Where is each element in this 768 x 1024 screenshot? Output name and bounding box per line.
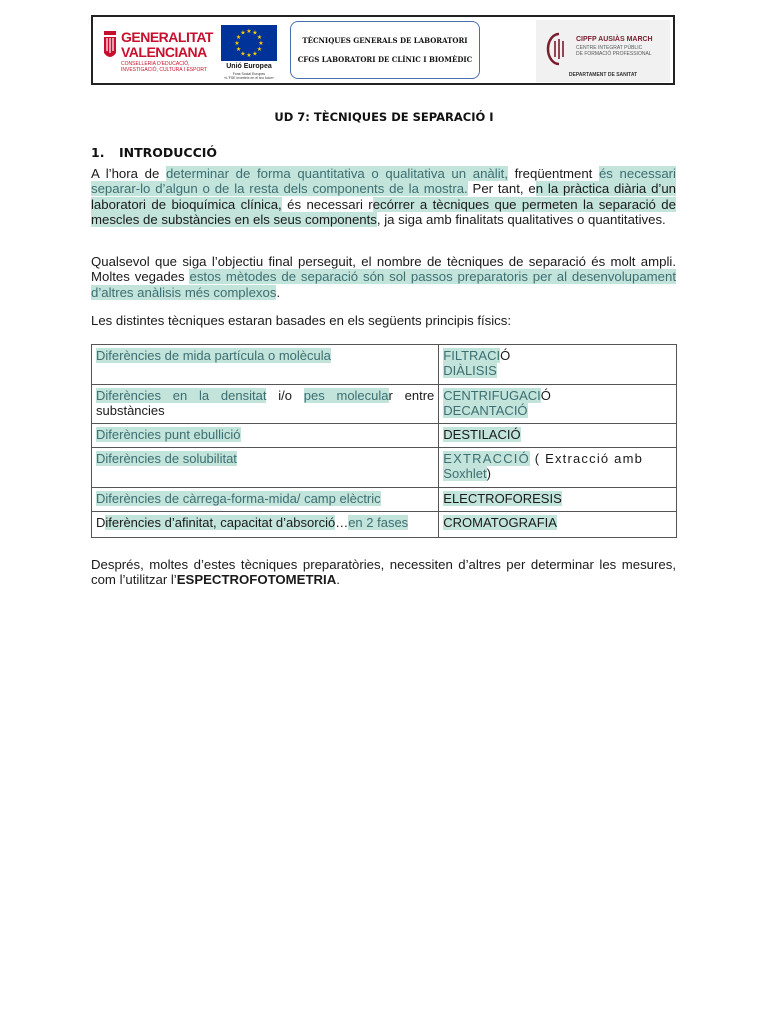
spectrophotometry-term: ESPECTROFOTOMETRIA (176, 572, 337, 588)
table-row (92, 512, 677, 538)
table-row (92, 424, 677, 448)
unit-title: UD 7: TÈCNIQUES DE SEPARACIÓ I (274, 110, 494, 124)
technique-cell: CROMATOGRAFIA (439, 512, 677, 538)
intro-paragraph-2: Qualsevol que siga l’objectiu final perseguit, el nombre de tècniques de separació és molt ampli. Moltes vegades estos mètodes de separació són sol passos preparatoris per al desenvolupament d’altres anàlisis més complexos. (91, 254, 677, 300)
cipfp-subtitle: CENTRE INTEGRAT PÚBLIC DE FORMACIÓ PROFESSIONAL (576, 45, 652, 57)
cipfp-ausias-march-logo (536, 20, 670, 82)
eu-flag-icon (221, 25, 277, 61)
intro-paragraph-3: Les distintes tècniques estaran basades en els següents principis físics: (91, 313, 512, 328)
course-title-box (290, 21, 480, 79)
course-title: TÈCNIQUES GENERALS DE LABORATORI (302, 36, 468, 45)
highlight: determinar de forma quantitativa o qualitativa un anàlit, (165, 166, 508, 181)
technique-cell: DESTILACIÓ (439, 424, 677, 448)
document-header (91, 15, 675, 85)
svg-text:★: ★ (246, 28, 252, 35)
svg-text:★: ★ (235, 34, 242, 41)
principle-cell: Diferències de càrrega-forma-mida/ camp elèctric (92, 488, 439, 512)
technique-cell: ELECTROFORESIS (439, 488, 677, 512)
section-number: 1. (91, 145, 105, 160)
closing-paragraph: Després, moltes d’estes tècniques preparatòries, necessiten d’altres per determinar les mesures, com l’utilitzar l’ESPECTROFOTOMETRIA. (91, 557, 676, 588)
department-label: DEPARTAMENT DE SANITAT (568, 72, 638, 78)
eu-name: Unió Europea (226, 63, 272, 70)
svg-text:★: ★ (235, 46, 242, 53)
principle-cell: Diferències en la densitat i/o pes molecular entre substàncies (92, 385, 439, 424)
principle-cell: Diferències d’afinitat, capacitat d’absorció…en 2 fases (92, 512, 439, 538)
svg-text:★: ★ (234, 40, 240, 47)
uniounio-europea-logo (219, 23, 279, 83)
svg-text:★: ★ (240, 29, 246, 37)
technique-cell: EXTRACCIÓ ( Extracció amb Soxhlet) (439, 448, 677, 488)
principle-cell: Diferències punt ebullició (92, 424, 439, 448)
technique-cell: CENTRIFUGACIÓ DECANTACIÓ (439, 385, 677, 424)
section-heading (91, 145, 217, 160)
svg-text:★: ★ (252, 50, 258, 58)
eu-fse-text: Fons Social Europeu «L'FSE inverteix en el teu futur» (224, 72, 274, 80)
highlight: és necessari separar-lo d’algun o de la resta dels components de la mostra. (91, 166, 676, 197)
gv-conselleria: CONSELLERIA D'EDUCACIÓ, INVESTIGACIÓ, CULTURA I ESPORT (121, 61, 207, 73)
cipfp-emblem-icon (546, 32, 572, 66)
svg-text:★: ★ (252, 29, 258, 37)
svg-text:★: ★ (246, 52, 252, 59)
course-subtitle: CFGS LABORATORI DE CLÍNIC I BIOMÈDIC (297, 55, 473, 64)
highlight: n la pràctica diària d’un laboratori de bioquímica clínica, (91, 181, 677, 212)
intro-paragraph-1: A l’hora de determinar de forma quantitativa o qualitativa un anàlit, freqüentment és necessari separar-lo d’algun o de la resta dels components de la mostra. Per tant, en la pràctica diària d’un laboratori de bioquímica clínica, és necessari recórrer a tècniques que permeten la separació de mescles de substàncies en els seus components, ja siga amb finalitats qualitatives o quantitatives. (91, 166, 677, 228)
table-row (92, 345, 677, 385)
table-row (92, 448, 677, 488)
svg-text:★: ★ (256, 46, 263, 53)
separation-principles-table (91, 344, 677, 538)
section-title: INTRODUCCIÓ (119, 145, 218, 160)
svg-text:★: ★ (240, 50, 246, 58)
svg-text:★: ★ (258, 40, 264, 47)
technique-cell: FILTRACIÓ DIÀLISIS (439, 345, 677, 385)
highlight: estos mètodes de separació són sol passos preparatoris per al desenvolupament d’altres anàlisis més complexos (91, 269, 677, 300)
table-row (92, 488, 677, 512)
cipfp-name: CIPFP AUSIÀS MARCH (576, 36, 653, 43)
principle-cell: Diferències de mida partícula o molècula (92, 345, 439, 385)
highlight: ecórrer a tècniques que permeten la separació de mescles de substàncies en els seus components (91, 196, 676, 228)
svg-text:★: ★ (256, 34, 263, 41)
gv-name: GENERALITAT VALENCIANA (121, 29, 213, 60)
principle-cell: Diferències de solubilitat (92, 448, 439, 488)
generalitat-valenciana-logo (99, 23, 215, 83)
gv-emblem-icon (101, 29, 119, 63)
table-row (92, 385, 677, 424)
